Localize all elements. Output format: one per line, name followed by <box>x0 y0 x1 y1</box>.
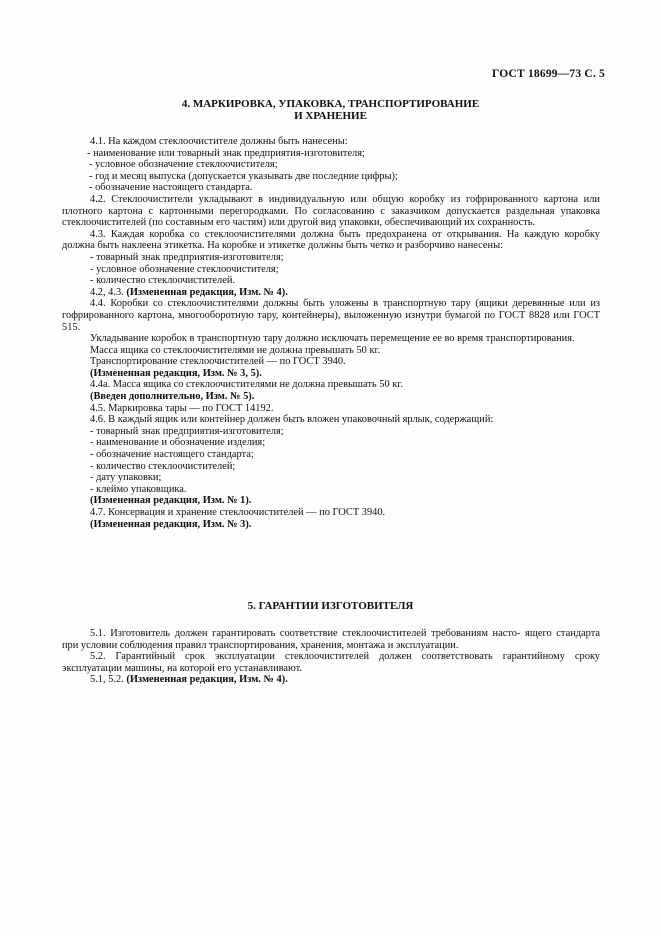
section-4-flow <box>62 136 600 530</box>
paragraph-4-5: 4.5. Маркировка тары — по ГОСТ 14192. <box>90 402 274 414</box>
amendment-note: (Введен дополнительно, Изм. № 5). <box>90 391 255 403</box>
list-item: - условное обозначение стеклоочистителя; <box>90 263 279 275</box>
list-item: - клеймо упаковщика. <box>90 483 187 495</box>
list-item: - условное обозначение стеклоочистителя; <box>89 159 278 171</box>
paragraph-4-1-intro: 4.1. На каждом стеклоочистителе должны быть нанесены: <box>90 136 348 147</box>
section-4-title <box>0 98 661 122</box>
paragraph-4-4a: 4.4а. Масса ящика со стеклоочистителями не должна превышать 50 кг. <box>90 379 403 391</box>
list-item: - товарный знак предприятия-изготовителя; <box>90 425 284 437</box>
page-header: ГОСТ 18699—73 С. 5 <box>492 68 605 80</box>
section-4-title-line1: 4. МАРКИРОВКА, УПАКОВКА, ТРАНСПОРТИРОВАНИЕ <box>181 98 480 110</box>
amendment-note: 4.2, 4.3. (Измененная редакция, Изм. № 4). <box>90 286 288 298</box>
section-5-body <box>62 628 600 686</box>
list-item: - товарный знак предприятия-изготовителя; <box>90 251 284 263</box>
amendment-note: (Измененная редакция, Изм. № 3, 5). <box>90 367 262 379</box>
list-item: - дату упаковки; <box>90 472 162 484</box>
paragraph-5-1: 5.1. Изготовитель должен гарантировать соответствие стеклоочистителей требованиям насто- ящего стандарта при условии соблюдения правил транспортирования, хранения, монтажа и эксплуатации. <box>62 628 600 651</box>
paragraph-4-4-transport: Транспортирование стеклоочистителей — по ГОСТ 3940. <box>90 356 346 368</box>
amendment-note: (Измененная редакция, Изм. № 1). <box>90 495 252 507</box>
list-item: - обозначение настоящего стандарта. <box>89 182 253 194</box>
list-item: - наименование или товарный знак предприятия-изготовителя; <box>87 147 365 159</box>
paragraph-4-3: 4.3. Каждая коробка со стеклоочистителями должна быть предохранена от открывания. На каждую коробку должна быть наклеена этикетка. На коробке и этикетке должны быть четко и разборчиво нанесены: <box>62 228 601 252</box>
section-4-title-line2: И ХРАНЕНИЕ <box>294 110 367 122</box>
list-item: - обозначение настоящего стандарта; <box>90 449 254 461</box>
paragraph-4-2: 4.2. Стеклоочистители укладывают в индивидуальную или общую коробку из гофрированного картона или плотного картона с картонными перегородками. По согласованию с заказчиком допускается раздельная упаковка стеклоочистителей (по составным его частям) или другой вид упаковки, обеспечивающий их сохранность. <box>62 193 600 229</box>
paragraph-5-2: 5.2. Гарантийный срок эксплуатации стеклоочистителей должен соответствовать гарантийному сроку эксплуатации машины, на которой его устанавливают. <box>62 651 600 674</box>
list-item: - количество стеклоочистителей. <box>90 275 235 287</box>
list-item: - год и месяц выпуска (допускается указывать две последние цифры); <box>89 170 398 182</box>
paragraph-4-6: 4.6. В каждый ящик или контейнер должен быть вложен упаковочный ярлык, содержащий: <box>90 414 494 426</box>
amendment-note: 5.1, 5.2. (Измененная редакция, Изм. № 4). <box>90 674 288 686</box>
list-item: - наименование и обозначение изделия; <box>90 437 266 449</box>
paragraph-4-4-mass: Масса ящика со стеклоочистителями не должна превышать 50 кг. <box>90 344 381 356</box>
list-item: - количество стеклоочистителей; <box>90 460 236 472</box>
paragraph-4-7: 4.7. Консервация и хранение стеклоочистителей — по ГОСТ 3940. <box>90 507 386 518</box>
paragraph-4-4-b: Укладывание коробок в транспортную тару должно исключать перемещение ее во время транспортирования. <box>90 333 575 345</box>
amendment-note: (Измененная редакция, Изм. № 3). <box>90 518 252 530</box>
paragraph-4-4: 4.4. Коробки со стеклоочистителями должны быть уложены в транспортную тару (ящики деревянные или из гофрированного картона, многооборотную тару, контейнеры), выложенную изнутри бумагой по ГОСТ 8828 или ГОСТ 515. <box>62 298 601 333</box>
section-5-title: 5. ГАРАНТИИ ИЗГОТОВИТЕЛЯ <box>247 600 414 612</box>
